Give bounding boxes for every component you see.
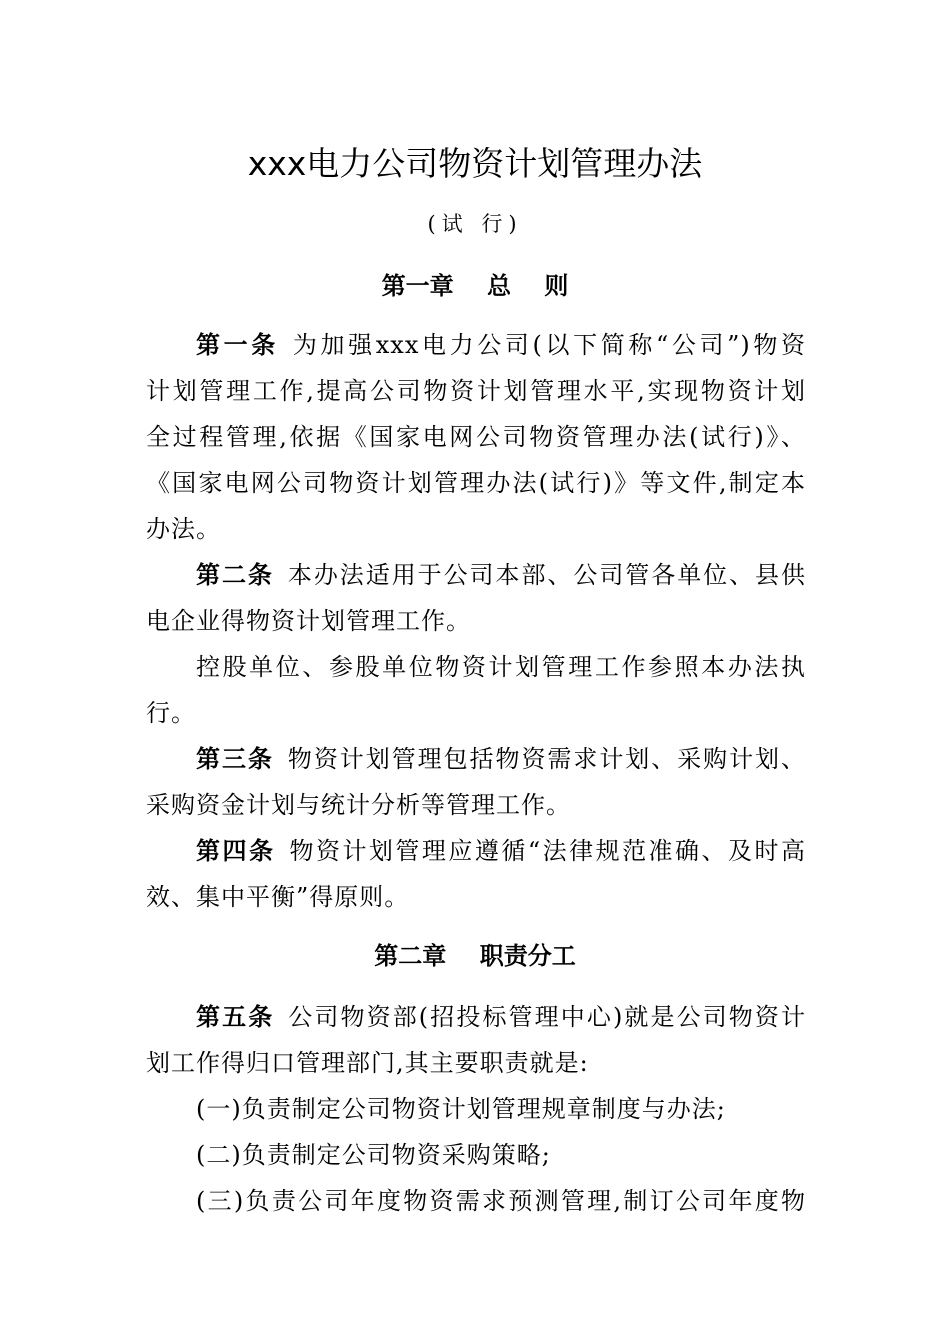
list-item-1: (一)负责制定公司物资计划管理规章制度与办法; <box>196 1095 726 1123</box>
article-2-line-1 <box>146 552 806 598</box>
article-5 <box>146 994 806 1086</box>
article-2-text-1: 本办法适用于公司本部、公司管各单位、县供 <box>287 561 806 589</box>
article-1-line-2: 计划管理工作,提高公司物资计划管理水平,实现物资计划 <box>146 377 806 405</box>
article-3-text-1: 物资计划管理包括物资需求计划、采购计划、 <box>287 745 806 773</box>
article-2-line-2: 电企业得物资计划管理工作。 <box>146 607 471 635</box>
article-1-text-1: 为加强xxx电力公司(以下简称“公司”)物资 <box>292 331 806 359</box>
article-3 <box>146 736 806 828</box>
article-5-line-1 <box>146 994 806 1040</box>
article-3-line-1 <box>146 736 806 782</box>
article-1-line-4: 《国家电网公司物资计划管理办法(试行)》等文件,制定本 <box>146 469 806 497</box>
article-1-line-3: 全过程管理,依据《国家电网公司物资管理办法(试行)》、 <box>146 423 806 451</box>
article-2-para2-line-1: 控股单位、参股单位物资计划管理工作参照本办法执 <box>196 653 806 681</box>
article-1-line-5: 办法。 <box>146 515 221 543</box>
article-4-line-1 <box>146 828 806 874</box>
list-item-2: (二)负责制定公司物资采购策略; <box>196 1141 551 1169</box>
article-5-label: 第五条 <box>196 1003 275 1031</box>
article-1 <box>146 322 806 552</box>
article-4-line-2: 效、集中平衡”得原则。 <box>146 883 410 911</box>
article-2 <box>146 552 806 644</box>
chapter-heading-1: 第一章 总 则 <box>381 272 569 300</box>
article-5-text-1: 公司物资部(招投标管理中心)就是公司物资计 <box>288 1003 806 1031</box>
article-5-items <box>146 1086 806 1224</box>
article-2-para2-line-2: 行。 <box>146 699 196 727</box>
article-4-label: 第四条 <box>196 837 276 865</box>
document-subtitle: (试 行) <box>427 212 523 236</box>
article-5-line-2: 划工作得归口管理部门,其主要职责就是: <box>146 1049 589 1077</box>
list-item-3: (三)负责公司年度物资需求预测管理,制订公司年度物 <box>196 1187 806 1215</box>
article-4 <box>146 828 806 920</box>
article-2-label: 第二条 <box>196 561 274 589</box>
article-3-line-2: 采购资金计划与统计分析等管理工作。 <box>146 791 571 819</box>
article-1-line-1 <box>146 322 806 368</box>
article-2-paragraph-2 <box>146 644 806 736</box>
document-title: xxx电力公司物资计划管理办法 <box>247 144 703 183</box>
article-3-label: 第三条 <box>196 745 274 773</box>
article-4-text-1: 物资计划管理应遵循“法律规范准确、及时高 <box>289 837 806 865</box>
chapter-heading-2: 第二章 职责分工 <box>374 942 576 970</box>
article-1-label: 第一条 <box>196 331 279 359</box>
